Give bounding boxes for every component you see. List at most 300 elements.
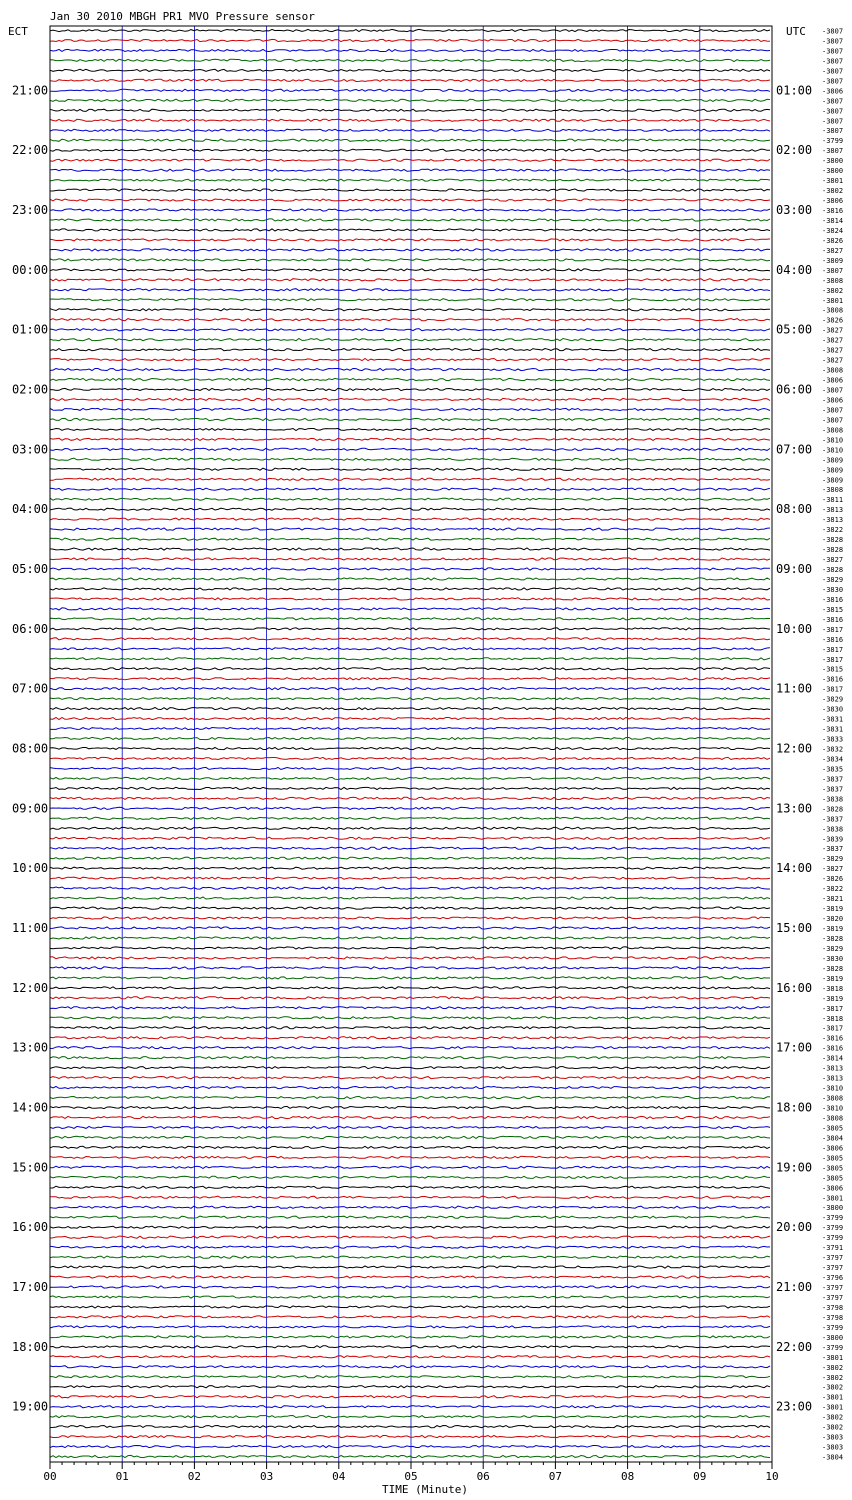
trace-row <box>50 608 770 610</box>
left-hour-label: 05:00 <box>12 562 49 576</box>
row-value-label: -3801 <box>822 177 844 186</box>
row-value-label: -3799 <box>822 1214 844 1223</box>
trace-row <box>50 658 770 660</box>
row-value-label: -3807 <box>822 266 844 275</box>
row-value-label: -3830 <box>822 585 844 594</box>
trace-row <box>50 199 770 201</box>
row-value-label: -3826 <box>822 236 844 245</box>
trace-row <box>50 209 770 211</box>
trace-row <box>50 279 770 281</box>
trace-row <box>50 737 770 739</box>
trace-row <box>50 917 770 919</box>
trace-row <box>50 548 770 550</box>
row-value-label: -3806 <box>822 87 844 96</box>
trace-row <box>50 219 770 221</box>
trace-row <box>50 787 770 789</box>
trace-row <box>50 329 770 331</box>
trace-row <box>50 159 770 161</box>
trace-row <box>50 1366 770 1368</box>
trace-row <box>50 957 770 959</box>
row-value-label: -3837 <box>822 775 844 784</box>
row-value-label: -3806 <box>822 197 844 206</box>
trace-row <box>50 628 770 630</box>
row-value-label: -3801 <box>822 1353 844 1362</box>
row-value-label: -3813 <box>822 1064 844 1073</box>
left-hour-label: 18:00 <box>12 1339 49 1354</box>
row-value-label: -3809 <box>822 466 844 475</box>
trace-row <box>50 229 770 231</box>
trace-row <box>50 99 770 101</box>
row-value-label: -3807 <box>822 117 844 126</box>
trace-row <box>50 618 770 620</box>
row-value-label: -3807 <box>822 47 844 56</box>
trace-row <box>50 259 770 261</box>
trace-row <box>50 1017 770 1019</box>
trace-row <box>50 448 770 450</box>
row-value-label: -3807 <box>822 67 844 76</box>
row-value-label: -3814 <box>822 216 844 225</box>
row-value-label: -3837 <box>822 815 844 824</box>
row-value-labels <box>822 28 843 1462</box>
left-hour-label: 22:00 <box>12 143 49 158</box>
trace-row <box>50 149 770 151</box>
row-value-label: -3819 <box>822 925 844 933</box>
row-value-label: -3831 <box>822 725 844 734</box>
row-value-label: -3813 <box>822 1074 844 1083</box>
row-value-label: -3808 <box>822 366 844 375</box>
trace-row <box>50 339 770 341</box>
row-value-label: -3799 <box>822 1224 844 1233</box>
trace-row <box>50 1176 770 1178</box>
left-hour-label: 13:00 <box>12 1040 49 1055</box>
row-value-label: -3791 <box>822 1244 844 1253</box>
row-value-label: -3802 <box>822 1373 844 1382</box>
trace-row <box>50 747 770 749</box>
row-value-label: -3798 <box>822 1303 844 1312</box>
trace-row <box>50 797 770 799</box>
row-value-label: -3799 <box>822 137 844 146</box>
right-hour-label: 14:00 <box>776 861 813 876</box>
row-value-label: -3806 <box>822 376 844 385</box>
trace-row <box>50 1116 770 1118</box>
row-value-label: -3837 <box>822 785 844 794</box>
trace-row <box>50 698 770 700</box>
row-value-label: -3802 <box>822 1413 844 1422</box>
row-value-label: -3813 <box>822 516 844 525</box>
row-value-label: -3817 <box>822 1024 844 1033</box>
x-tick-label: 01 <box>115 1470 129 1483</box>
trace-row <box>50 408 770 410</box>
row-value-label: -3808 <box>822 276 844 285</box>
row-value-label: -3830 <box>822 954 844 963</box>
row-value-label: -3803 <box>822 1433 844 1442</box>
trace-row <box>50 877 770 879</box>
row-value-label: -3816 <box>822 635 844 644</box>
trace-row <box>50 1296 770 1298</box>
row-value-label: -3816 <box>822 615 844 624</box>
trace-row <box>50 179 770 181</box>
row-value-label: -3805 <box>822 1164 844 1173</box>
row-value-label: -3817 <box>822 685 844 694</box>
trace-row <box>50 827 770 829</box>
trace-row <box>50 498 770 500</box>
x-tick-label: 05 <box>404 1470 418 1483</box>
trace-row <box>50 887 770 889</box>
right-hour-label: 06:00 <box>776 382 813 397</box>
row-value-label: -3831 <box>822 715 844 724</box>
trace-row <box>50 1007 770 1009</box>
row-value-label: -3820 <box>822 915 844 924</box>
right-hour-label: 23:00 <box>776 1399 813 1414</box>
row-value-label: -3800 <box>822 1333 844 1342</box>
trace-row <box>50 1306 770 1308</box>
row-value-label: -3837 <box>822 845 844 854</box>
row-value-label: -3816 <box>822 1034 844 1043</box>
trace-row <box>50 388 770 390</box>
row-value-label: -3838 <box>822 795 844 804</box>
right-hour-label: 08:00 <box>776 502 813 517</box>
row-value-label: -3799 <box>822 1343 844 1352</box>
row-value-label: -3829 <box>822 944 844 953</box>
trace-row <box>50 1266 770 1268</box>
trace-row <box>50 239 770 241</box>
row-value-label: -3832 <box>822 745 844 754</box>
row-value-label: -3800 <box>822 167 844 176</box>
trace-row <box>50 1455 770 1457</box>
trace-row <box>50 947 770 949</box>
trace-row <box>50 1316 770 1318</box>
row-value-label: -3829 <box>822 575 844 584</box>
trace-row <box>50 558 770 560</box>
trace-row <box>50 518 770 520</box>
row-value-label: -3838 <box>822 825 844 834</box>
trace-row <box>50 807 770 809</box>
trace-row <box>50 69 770 71</box>
row-value-label: -3818 <box>822 1014 844 1023</box>
row-value-label: -3798 <box>822 1313 844 1322</box>
row-value-label: -3801 <box>822 296 844 305</box>
right-hour-label: 17:00 <box>776 1040 813 1055</box>
trace-row <box>50 129 770 131</box>
trace-row <box>50 648 770 650</box>
right-hour-label: 09:00 <box>776 562 813 576</box>
row-value-label: -3801 <box>822 1403 844 1412</box>
right-hour-label: 13:00 <box>776 801 813 816</box>
row-value-label: -3807 <box>822 127 844 136</box>
trace-rows <box>50 29 770 1457</box>
row-value-label: -3829 <box>822 855 844 864</box>
trace-row <box>50 1376 770 1378</box>
trace-row <box>50 1057 770 1059</box>
x-tick-label: 08 <box>620 1470 635 1483</box>
x-tick-label: 04 <box>332 1470 346 1483</box>
row-value-label: -3826 <box>822 875 844 884</box>
row-value-label: -3817 <box>822 1004 844 1013</box>
trace-row <box>50 1436 770 1438</box>
row-value-label: -3833 <box>822 735 844 744</box>
row-value-label: -3816 <box>822 675 844 684</box>
trace-row <box>50 678 770 680</box>
row-value-label: -3810 <box>822 1104 844 1113</box>
trace-row <box>50 89 770 91</box>
trace-row <box>50 119 770 121</box>
right-hour-label: 20:00 <box>776 1220 813 1235</box>
row-value-label: -3808 <box>822 1094 844 1103</box>
row-value-label: -3815 <box>822 605 844 614</box>
right-hour-label: 22:00 <box>776 1339 813 1354</box>
right-hour-label: 05:00 <box>776 322 813 337</box>
trace-row <box>50 1106 770 1108</box>
row-value-label: -3822 <box>822 526 844 535</box>
trace-row <box>50 428 770 430</box>
left-hour-label: 12:00 <box>12 980 49 995</box>
row-value-label: -3807 <box>822 406 844 415</box>
row-value-label: -3802 <box>822 286 844 295</box>
x-tick-label: 09 <box>693 1470 707 1483</box>
left-hour-label: 04:00 <box>12 502 49 517</box>
trace-row <box>50 598 770 600</box>
trace-row <box>50 438 770 440</box>
trace-row <box>50 588 770 590</box>
row-value-label: -3816 <box>822 1044 844 1053</box>
row-value-label: -3824 <box>822 226 844 235</box>
trace-row <box>50 967 770 969</box>
trace-row <box>50 528 770 530</box>
row-value-label: -3808 <box>822 1114 844 1123</box>
row-value-label: -3829 <box>822 695 844 704</box>
trace-row <box>50 757 770 759</box>
trace-row <box>50 1096 770 1098</box>
row-value-label: -3839 <box>822 835 844 844</box>
trace-row <box>50 508 770 510</box>
trace-row <box>50 977 770 979</box>
x-tick-label: 02 <box>187 1470 202 1483</box>
row-value-label: -3806 <box>822 1144 844 1153</box>
chart-title: Jan 30 2010 MBGH PR1 MVO Pressure sensor <box>50 10 315 23</box>
trace-row <box>50 538 770 540</box>
trace-row <box>50 398 770 400</box>
trace-row <box>50 468 770 470</box>
trace-row <box>50 1406 770 1408</box>
row-value-label: -3806 <box>822 396 844 405</box>
x-tick-label: 07 <box>548 1470 563 1483</box>
left-axis-label: ECT <box>8 25 28 38</box>
trace-row <box>50 1087 770 1089</box>
trace-row <box>50 1077 770 1079</box>
row-value-label: -3797 <box>822 1254 844 1263</box>
row-value-label: -3810 <box>822 446 844 455</box>
row-value-label: -3804 <box>822 1134 844 1143</box>
row-value-label: -3807 <box>822 386 844 395</box>
right-hour-label: 12:00 <box>776 741 813 756</box>
x-tick-label: 06 <box>476 1470 490 1483</box>
left-hour-label: 06:00 <box>12 621 49 636</box>
row-value-label: -3810 <box>822 1084 844 1093</box>
row-value-label: -3828 <box>822 546 844 555</box>
row-value-label: -3802 <box>822 1363 844 1372</box>
row-value-label: -3835 <box>822 765 844 774</box>
trace-row <box>50 1386 770 1388</box>
trace-row <box>50 907 770 909</box>
row-value-label: -3807 <box>822 37 844 46</box>
row-value-label: -3796 <box>822 1274 844 1283</box>
trace-row <box>50 847 770 849</box>
row-value-label: -3814 <box>822 1054 844 1063</box>
trace-row <box>50 1027 770 1029</box>
right-hour-label: 04:00 <box>776 262 813 277</box>
trace-row <box>50 997 770 999</box>
trace-row <box>50 269 770 271</box>
row-value-label: -3806 <box>822 1184 844 1193</box>
trace-row <box>50 927 770 929</box>
trace-row <box>50 1356 770 1358</box>
row-value-label: -3797 <box>822 1264 844 1273</box>
x-tick-label: 00 <box>43 1470 57 1483</box>
trace-row <box>50 359 770 361</box>
row-value-label: -3828 <box>822 964 844 973</box>
row-value-label: -3817 <box>822 655 844 664</box>
row-value-label: -3807 <box>822 77 844 86</box>
trace-row <box>50 937 770 939</box>
trace-row <box>50 867 770 869</box>
trace-row <box>50 688 770 690</box>
trace-row <box>50 1286 770 1288</box>
left-hour-label: 15:00 <box>12 1160 49 1175</box>
left-hour-label: 19:00 <box>12 1399 49 1414</box>
row-value-label: -3828 <box>822 566 844 574</box>
trace-row <box>50 309 770 311</box>
row-value-label: -3800 <box>822 1204 844 1213</box>
row-value-label: -3802 <box>822 1383 844 1392</box>
trace-row <box>50 1256 770 1258</box>
x-tick-label: 03 <box>259 1470 274 1483</box>
left-hour-label: 17:00 <box>12 1280 49 1294</box>
row-value-label: -3822 <box>822 885 844 894</box>
trace-row <box>50 319 770 321</box>
trace-row <box>50 1346 770 1348</box>
trace-row <box>50 1186 770 1188</box>
trace-row <box>50 369 770 371</box>
row-value-label: -3817 <box>822 645 844 654</box>
trace-row <box>50 49 770 51</box>
row-value-label: -3805 <box>822 1154 844 1163</box>
row-value-label: -3827 <box>822 326 844 335</box>
right-hour-label: 21:00 <box>776 1280 813 1294</box>
trace-row <box>50 299 770 301</box>
trace-row <box>50 478 770 480</box>
left-hour-label: 23:00 <box>12 203 49 217</box>
trace-row <box>50 349 770 351</box>
row-value-label: -3807 <box>822 416 844 425</box>
trace-row <box>50 1126 770 1128</box>
trace-row <box>50 418 770 420</box>
left-hour-label: 03:00 <box>12 442 49 457</box>
row-value-label: -3819 <box>822 994 844 1003</box>
trace-row <box>50 1216 770 1218</box>
row-value-label: -3809 <box>822 256 844 265</box>
trace-row <box>50 718 770 720</box>
trace-row <box>50 1206 770 1208</box>
trace-row <box>50 289 770 291</box>
right-hour-label: 01:00 <box>776 83 813 98</box>
row-value-label: -3797 <box>822 1293 844 1302</box>
row-value-label: -3809 <box>822 476 844 485</box>
row-value-label: -3807 <box>822 97 844 106</box>
row-value-label: -3797 <box>822 1284 844 1292</box>
x-ticks <box>43 1462 778 1483</box>
trace-row <box>50 897 770 899</box>
row-value-label: -3807 <box>822 57 844 66</box>
row-value-label: -3805 <box>822 1174 844 1183</box>
x-axis-label: TIME (Minute) <box>381 1483 469 1496</box>
left-hour-label: 14:00 <box>12 1100 49 1115</box>
row-value-label: -3827 <box>822 356 844 365</box>
row-value-label: -3828 <box>822 805 844 814</box>
row-value-label: -3827 <box>822 346 844 355</box>
trace-row <box>50 378 770 380</box>
right-hour-label: 19:00 <box>776 1160 813 1175</box>
row-value-label: -3801 <box>822 1194 844 1203</box>
row-value-label: -3830 <box>822 705 844 714</box>
trace-row <box>50 777 770 779</box>
row-value-label: -3816 <box>822 207 844 215</box>
trace-row <box>50 169 770 171</box>
row-value-label: -3802 <box>822 1423 844 1432</box>
trace-row <box>50 1047 770 1049</box>
row-value-label: -3827 <box>822 556 844 565</box>
trace-row <box>50 1226 770 1228</box>
left-hour-label: 01:00 <box>12 322 49 337</box>
trace-row <box>50 1396 770 1398</box>
trace-row <box>50 708 770 710</box>
trace-row <box>50 109 770 111</box>
left-hour-label: 09:00 <box>12 801 49 816</box>
row-value-label: -3803 <box>822 1443 844 1452</box>
right-hour-label: 07:00 <box>776 442 813 457</box>
trace-row <box>50 249 770 251</box>
trace-row <box>50 1156 770 1158</box>
trace-row <box>50 1416 770 1418</box>
row-value-label: -3811 <box>822 496 844 505</box>
row-value-label: -3799 <box>822 1323 844 1332</box>
row-value-label: -3818 <box>822 984 844 993</box>
row-value-label: -3805 <box>822 1124 844 1133</box>
left-hour-label: 02:00 <box>12 382 49 397</box>
row-value-label: -3799 <box>822 1234 844 1243</box>
right-hour-label: 02:00 <box>776 143 813 158</box>
trace-row <box>50 1246 770 1248</box>
trace-row <box>50 638 770 640</box>
trace-row <box>50 1276 770 1278</box>
trace-row <box>50 1196 770 1198</box>
trace-row <box>50 139 770 141</box>
left-hour-label: 21:00 <box>12 83 49 98</box>
row-value-label: -3807 <box>822 147 844 156</box>
left-hour-label: 10:00 <box>12 861 49 876</box>
trace-row <box>50 59 770 61</box>
trace-row <box>50 1136 770 1138</box>
trace-row <box>50 987 770 989</box>
trace-row <box>50 1236 770 1238</box>
row-value-label: -3808 <box>822 486 844 495</box>
right-hour-label: 11:00 <box>776 681 813 696</box>
row-value-label: -3815 <box>822 665 844 674</box>
row-value-label: -3807 <box>822 27 844 36</box>
row-value-label: -3828 <box>822 934 844 943</box>
trace-row <box>50 29 770 31</box>
row-value-label: -3819 <box>822 974 844 983</box>
trace-row <box>50 1336 770 1338</box>
